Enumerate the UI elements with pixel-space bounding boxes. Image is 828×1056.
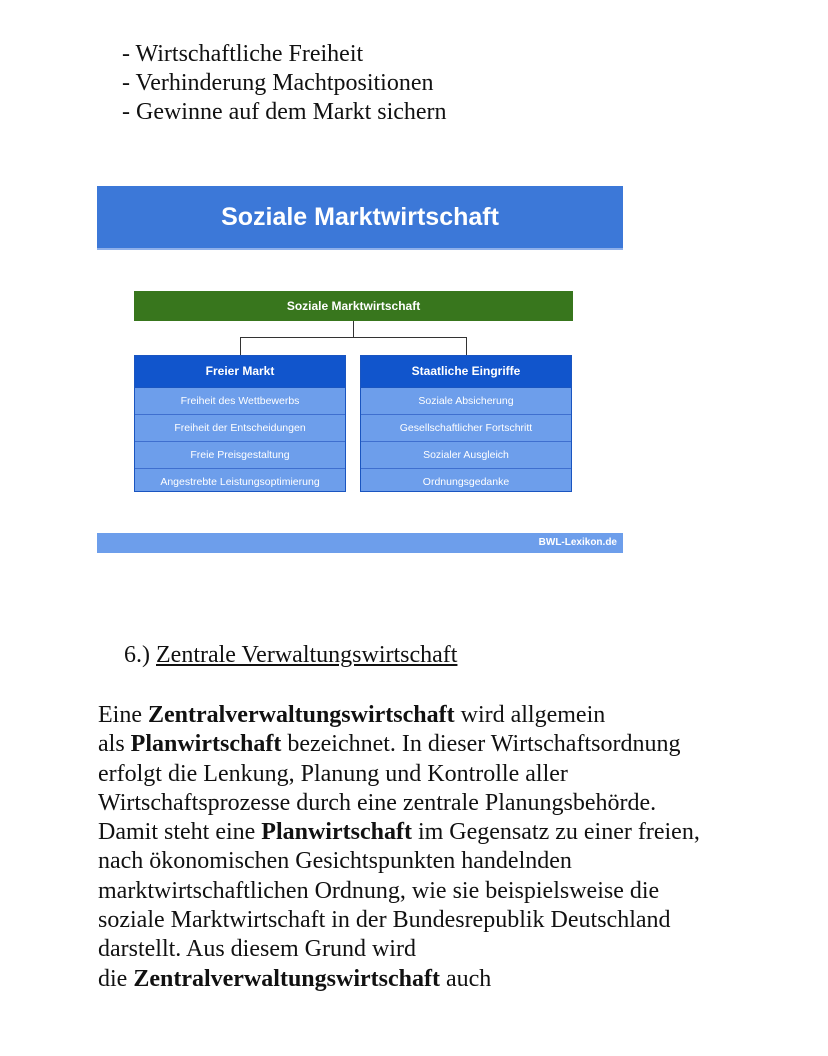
column-item: Angestrebte Leistungsoptimierung <box>160 476 320 488</box>
paragraph-line: soziale Marktwirtschaft in der Bundesrepublik Deutschland <box>98 907 671 934</box>
section-heading <box>124 642 457 669</box>
source-credit: BWL-Lexikon.de <box>97 533 623 553</box>
column-item: Soziale Absicherung <box>361 388 571 415</box>
paragraph-line: die Zentralverwaltungswirtschaft auch <box>98 965 492 992</box>
connector-line <box>240 337 241 355</box>
column-item: Freie Preisgestaltung <box>135 442 345 469</box>
paragraph-line: Damit steht eine Planwirtschaft im Gegensatz zu einer freien, <box>98 819 700 846</box>
section-number: 6.) <box>124 642 150 668</box>
bullet-item: - Gewinne auf dem Markt sichern <box>122 99 447 125</box>
column-header: Freier Markt <box>135 356 345 388</box>
column-header: Staatliche Eingriffe <box>361 356 571 388</box>
column-item: Freiheit des Wettbewerbs <box>135 388 345 415</box>
paragraph-line: darstellt. Aus diesem Grund wird <box>98 936 416 963</box>
paragraph-line: Eine Zentralverwaltungswirtschaft wird allgemein <box>98 702 606 728</box>
column-item: Sozialer Ausgleich <box>361 442 571 469</box>
paragraph-line: als Planwirtschaft bezeichnet. In dieser Wirtschaftsordnung <box>98 731 681 758</box>
column-item: Freiheit der Entscheidungen <box>135 415 345 442</box>
paragraph-line: erfolgt die Lenkung, Planung und Kontrolle aller <box>98 760 568 787</box>
paragraph-line: Wirtschaftsprozesse durch eine zentrale Planungsbehörde. <box>98 789 657 816</box>
diagram-banner-title: Soziale Marktwirtschaft <box>97 186 623 250</box>
bullet-item: - Wirtschaftliche Freiheit <box>122 41 364 67</box>
diagram-root-node: Soziale Marktwirtschaft <box>134 291 573 321</box>
body-paragraph <box>98 701 798 994</box>
paragraph-line: marktwirtschaftlichen Ordnung, wie sie beispielsweise die <box>98 877 660 904</box>
column-freier-markt <box>134 355 346 492</box>
connector-line <box>353 321 354 338</box>
column-staatliche-eingriffe <box>360 355 572 492</box>
column-item: Ordnungsgedanke <box>422 476 510 488</box>
section-title: Zentrale Verwaltungswirtschaft <box>156 642 458 668</box>
paragraph-line: nach ökonomischen Gesichtspunkten handelnden <box>98 848 572 875</box>
connector-line <box>240 337 467 338</box>
soziale-marktwirtschaft-diagram <box>97 186 623 554</box>
bullet-item: - Verhinderung Machtpositionen <box>122 70 434 96</box>
column-item: Gesellschaftlicher Fortschritt <box>361 415 571 442</box>
connector-line <box>466 337 467 355</box>
bullet-list <box>122 40 447 127</box>
